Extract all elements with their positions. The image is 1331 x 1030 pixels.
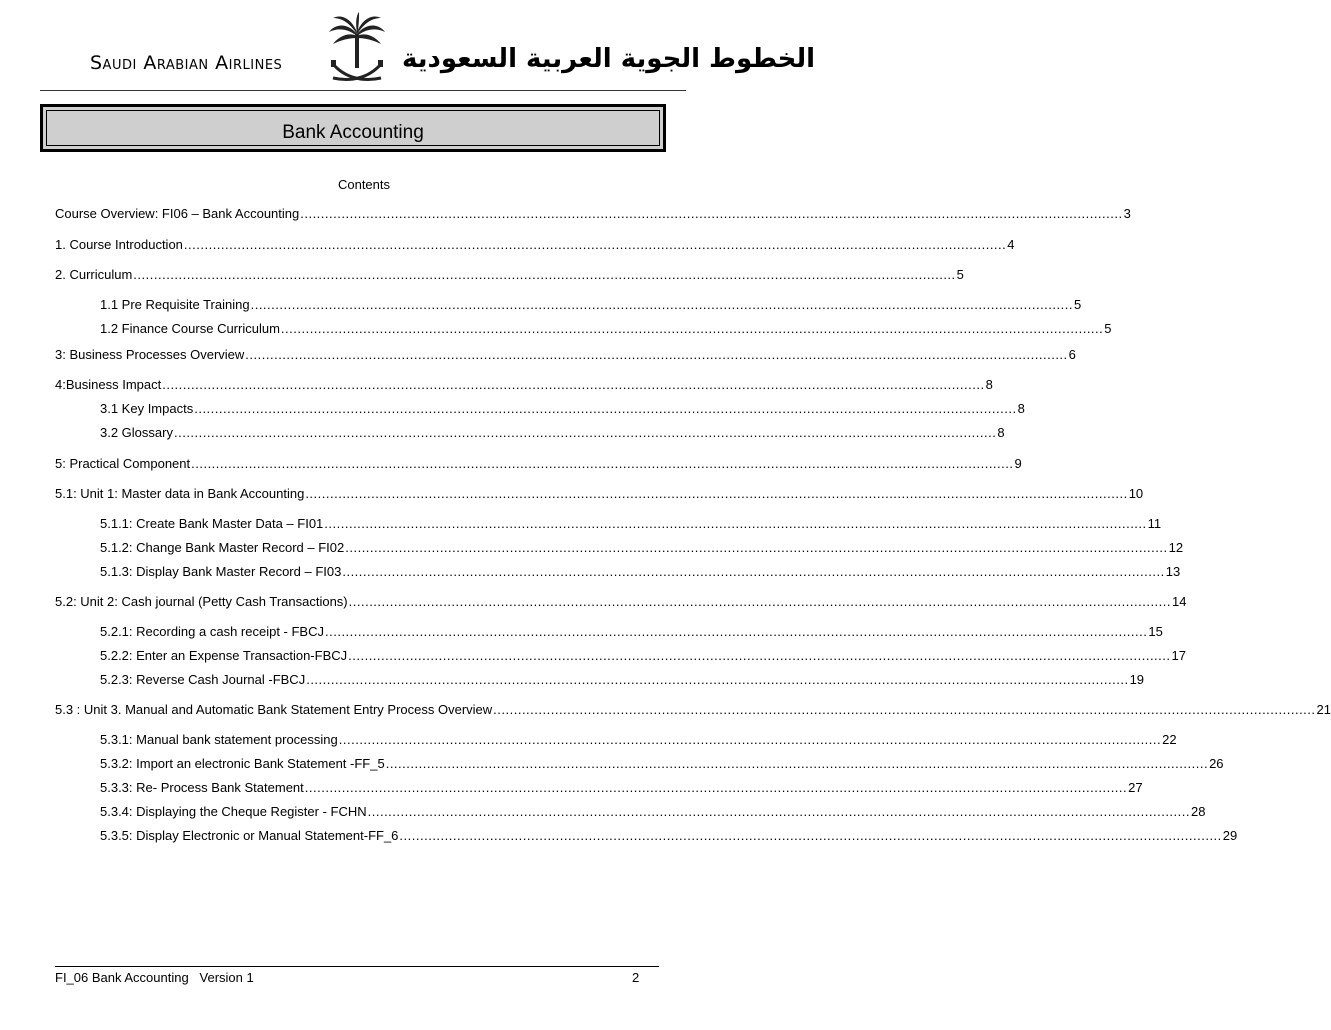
- toc-entry-page[interactable]: 28: [1191, 804, 1206, 819]
- toc-entry-page[interactable]: 17: [1171, 648, 1186, 663]
- toc-entry[interactable]: [55, 453, 1022, 471]
- toc-entry-label[interactable]: 5.3.4: Displaying the Cheque Register - FCHN: [100, 804, 367, 819]
- toc-entry-label[interactable]: 5.3.5: Display Electronic or Manual Statement-FF_6: [100, 828, 399, 843]
- toc-entry-label[interactable]: 3.2 Glossary: [100, 425, 173, 440]
- toc-entry-label[interactable]: 5.1.1: Create Bank Master Data – FI01: [100, 516, 324, 531]
- toc-entry-page[interactable]: 22: [1162, 732, 1177, 747]
- toc-entry-label[interactable]: 5.2.2: Enter an Expense Transaction-FBCJ: [100, 648, 348, 663]
- toc-entry[interactable]: [55, 234, 1015, 252]
- toc-entry-page[interactable]: 5: [1073, 297, 1082, 312]
- brand-name-english-text: Saudi Arabian Airlines: [90, 52, 283, 74]
- toc-entry[interactable]: [100, 621, 1163, 639]
- toc-leader-dots: ........................................................................................................................................................................................................: [399, 828, 1222, 843]
- toc-entry-page[interactable]: 27: [1128, 780, 1143, 795]
- palm-swords-emblem-icon: [327, 12, 387, 90]
- toc-leader-dots: ........................................................................................................................................................................................................: [191, 456, 1014, 471]
- toc-entry[interactable]: [55, 203, 1131, 221]
- toc-entry[interactable]: [100, 398, 1025, 416]
- toc-entry-page[interactable]: 13: [1165, 564, 1181, 579]
- toc-entry-label[interactable]: 2. Curriculum: [55, 267, 133, 282]
- toc-entry-page[interactable]: 15: [1148, 624, 1163, 639]
- toc-leader-dots: ........................................................................................................................................................................................................: [173, 425, 997, 440]
- toc-entry-page[interactable]: 19: [1129, 672, 1145, 687]
- document-title: Bank Accounting: [282, 122, 424, 143]
- toc-entry[interactable]: [100, 729, 1177, 747]
- brand-name-english: [90, 52, 282, 74]
- toc-entry-label[interactable]: 4:Business Impact: [55, 377, 162, 392]
- toc-entry-label[interactable]: 5.2.3: Reverse Cash Journal -FBCJ: [100, 672, 306, 687]
- toc-entry-label[interactable]: 5.3.3: Re- Process Bank Statement: [100, 780, 304, 795]
- title-box: [40, 104, 666, 152]
- toc-leader-dots: ........................................................................................................................................................................................................: [306, 672, 1129, 687]
- contents-heading: Contents: [337, 177, 391, 192]
- toc-leader-dots: ........................................................................................................................................................................................................: [280, 321, 1104, 336]
- toc-entry[interactable]: [55, 699, 1331, 717]
- toc-entry-label[interactable]: 1.1 Pre Requisite Training: [100, 297, 250, 312]
- toc-leader-dots: ........................................................................................................................................................................................................: [250, 297, 1073, 312]
- toc-leader-dots: ........................................................................................................................................................................................................: [133, 267, 956, 282]
- toc-leader-dots: ........................................................................................................................................................................................................: [305, 486, 1128, 501]
- toc-leader-dots: ........................................................................................................................................................................................................: [183, 237, 1007, 252]
- toc-entry-label[interactable]: 5.1.3: Display Bank Master Record – FI03: [100, 564, 342, 579]
- toc-entry-page[interactable]: 5: [1104, 321, 1112, 336]
- toc-entry[interactable]: [100, 318, 1112, 336]
- toc-leader-dots: ........................................................................................................................................................................................................: [324, 516, 1147, 531]
- toc-leader-dots: ........................................................................................................................................................................................................: [385, 756, 1209, 771]
- toc-leader-dots: ........................................................................................................................................................................................................: [325, 624, 1148, 639]
- toc-entry-page[interactable]: 8: [1017, 401, 1025, 416]
- toc-leader-dots: ........................................................................................................................................................................................................: [493, 702, 1316, 717]
- toc-leader-dots: ........................................................................................................................................................................................................: [342, 564, 1165, 579]
- toc-entry[interactable]: [100, 801, 1206, 819]
- toc-entry-label[interactable]: 5.1.2: Change Bank Master Record – FI02: [100, 540, 345, 555]
- toc-entry[interactable]: [100, 825, 1238, 843]
- toc-entry[interactable]: [100, 537, 1184, 555]
- toc-entry[interactable]: [100, 753, 1224, 771]
- footer-page-number: 2: [632, 970, 640, 985]
- footer-document-info: FI_06 Bank Accounting Version 1: [55, 970, 254, 985]
- toc-entry[interactable]: [100, 561, 1181, 579]
- toc-entry-page[interactable]: 3: [1123, 206, 1131, 221]
- toc-entry[interactable]: [100, 669, 1145, 687]
- toc-entry-label[interactable]: 5.2: Unit 2: Cash journal (Petty Cash Transactions): [55, 594, 348, 609]
- toc-entry-page[interactable]: 4: [1007, 237, 1015, 252]
- toc-entry-page[interactable]: 10: [1128, 486, 1144, 501]
- toc-entry-page[interactable]: 8: [997, 425, 1005, 440]
- toc-entry-label[interactable]: Course Overview: FI06 – Bank Accounting: [55, 206, 300, 221]
- toc-entry-label[interactable]: 3: Business Processes Overview: [55, 347, 245, 362]
- footer-divider: [55, 966, 659, 967]
- toc-entry-label[interactable]: 5.2.1: Recording a cash receipt - FBCJ: [100, 624, 324, 639]
- toc-leader-dots: ........................................................................................................................................................................................................: [367, 804, 1190, 819]
- toc-entry[interactable]: [100, 777, 1143, 795]
- toc-leader-dots: ........................................................................................................................................................................................................: [194, 401, 1017, 416]
- toc-leader-dots: ........................................................................................................................................................................................................: [338, 732, 1162, 747]
- toc-entry[interactable]: [100, 645, 1186, 663]
- toc-leader-dots: ........................................................................................................................................................................................................: [348, 648, 1171, 663]
- toc-leader-dots: ........................................................................................................................................................................................................: [300, 206, 1123, 221]
- toc-entry-label[interactable]: 5.3 : Unit 3. Manual and Automatic Bank Statement Entry Process Overview: [55, 702, 493, 717]
- toc-entry-page[interactable]: 29: [1222, 828, 1238, 843]
- toc-entry-page[interactable]: 12: [1168, 540, 1184, 555]
- toc-leader-dots: ........................................................................................................................................................................................................: [304, 780, 1128, 795]
- toc-entry-page[interactable]: 9: [1014, 456, 1022, 471]
- toc-entry-page[interactable]: 21: [1316, 702, 1331, 717]
- toc-entry-label[interactable]: 1. Course Introduction: [55, 237, 183, 252]
- toc-entry-label[interactable]: 3.1 Key Impacts: [100, 401, 194, 416]
- toc-leader-dots: ........................................................................................................................................................................................................: [245, 347, 1068, 362]
- brand-name-arabic: الخطوط الجوية العربية السعودية: [402, 44, 816, 74]
- toc-leader-dots: ........................................................................................................................................................................................................: [345, 540, 1168, 555]
- toc-entry-label[interactable]: 5: Practical Component: [55, 456, 191, 471]
- toc-entry-page[interactable]: 8: [985, 377, 993, 392]
- toc-entry-page[interactable]: 11: [1147, 516, 1162, 531]
- toc-entry-page[interactable]: 14: [1172, 594, 1187, 609]
- toc-entry[interactable]: [55, 344, 1076, 362]
- toc-entry[interactable]: [100, 422, 1005, 440]
- toc-entry-label[interactable]: 5.1: Unit 1: Master data in Bank Accounting: [55, 486, 305, 501]
- header-divider: [40, 90, 686, 91]
- toc-entry-label[interactable]: 1.2 Finance Course Curriculum: [100, 321, 280, 336]
- toc-entry[interactable]: [55, 264, 964, 282]
- toc-entry-page[interactable]: 26: [1209, 756, 1224, 771]
- toc-entry-label[interactable]: 5.3.2: Import an electronic Bank Statement -FF_5: [100, 756, 385, 771]
- toc-entry[interactable]: [55, 374, 993, 392]
- toc-entry[interactable]: [100, 294, 1082, 312]
- toc-entry[interactable]: [55, 591, 1187, 609]
- toc-entry[interactable]: [55, 483, 1144, 501]
- toc-leader-dots: ........................................................................................................................................................................................................: [162, 377, 985, 392]
- toc-entry-page[interactable]: 6: [1068, 347, 1076, 362]
- toc-leader-dots: ........................................................................................................................................................................................................: [348, 594, 1172, 609]
- toc-entry[interactable]: [100, 513, 1162, 531]
- toc-entry-label[interactable]: 5.3.1: Manual bank statement processing: [100, 732, 338, 747]
- toc-entry-page[interactable]: 5: [956, 267, 964, 282]
